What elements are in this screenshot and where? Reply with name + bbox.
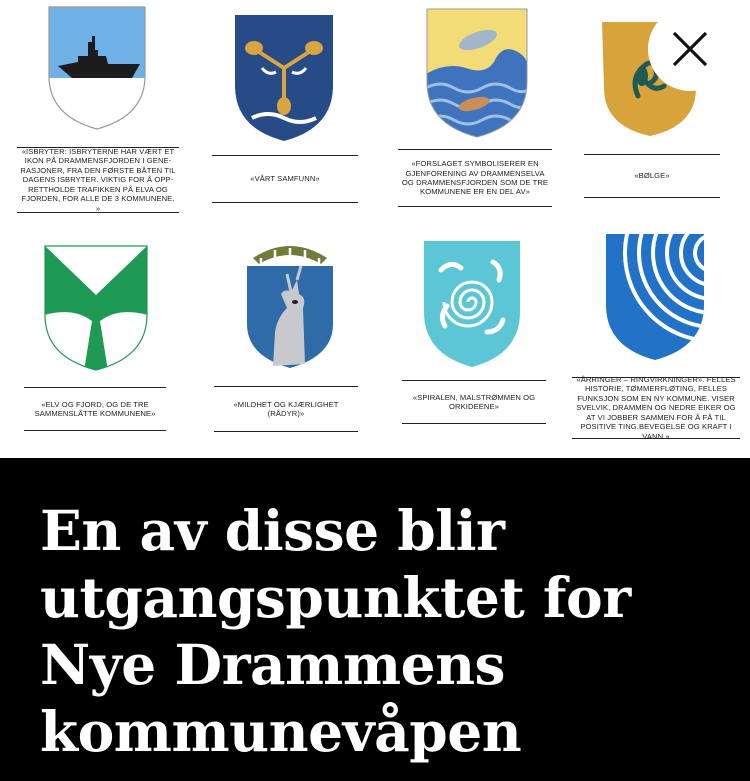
proposal-caption: «MILDHET OG KJÆRLIGHET (RÅDYR)» [214, 386, 358, 432]
proposal-caption: «ÅRRINGER – RINGVIRKNINGER». FELLES HISTORIE, TØMMERFLØTING, FELLES FUNKSJON SOM EN NY KOMMUNE. VISER SVELVIK, DRAMMEN OG NEDRE EIKER OG AT VI JOBBER SAMMEN FOR Å FÅ TIL POSITIVE TING.BEVEGELSE OG KRAFT I VANN.» [572, 377, 740, 439]
three-oars-icon [234, 14, 334, 142]
proposal-caption: «FORSLAGET SYMBOLISERER EN GJENFORENING AV DRAMMENSELVA OG DRAMMENSFJORDEN SOM DE TRE KOMMUNENE ER EN DEL AV» [398, 149, 552, 207]
headline: En av disse blir utgangspunktet for Nye Drammens kommunevåpen [40, 498, 631, 764]
close-button[interactable] [648, 7, 732, 91]
proposal-caption: «ISBRYTER: ISBRYTERNE HAR VÆRT ET IKON PÅ DRAMMENSFJORDEN I GENERASJONER, FRA DEN FØRSTE BÅTEN TIL DAGENS ISBRYTER. VIKTIG FOR Å OPPRETTHOLDE TRAFIKKEN PÅ ELVA OG FJORDEN, FOR ALLE DE 3 KOMMUNENE. » [17, 147, 179, 213]
proposal-caption: «BØLGE» [584, 154, 720, 198]
spiral-icon [423, 240, 521, 368]
ring-ripples-icon [605, 233, 705, 361]
proposal-caption: «ELV OG FJORD, OG DE TRE SAMMENSLÅTTE KOMMUNENE» [24, 387, 166, 431]
icebreaker-ship-icon [48, 6, 146, 130]
proposal-caption: «SPIRALEN, MALSTRØMMEN OG ORKIDEENE» [402, 380, 546, 424]
close-icon [671, 30, 709, 68]
roe-deer-icon [245, 236, 335, 370]
proposal-caption: «VÅRT SAMFUNN» [212, 155, 358, 203]
river-fjord-icon [44, 245, 148, 371]
wave-fish-icon [426, 8, 528, 138]
